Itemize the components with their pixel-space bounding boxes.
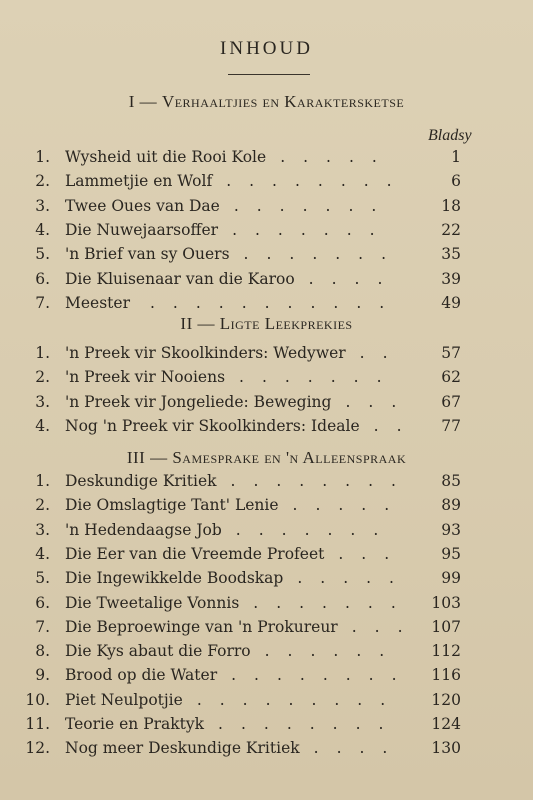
entry-title: Brood op die Water [65, 666, 218, 685]
entry-number: 7. [35, 617, 50, 636]
entry-title: Die Omslagtige Tant' Lenie [65, 496, 279, 515]
section-heading [0, 448, 533, 468]
entry-page-number: 85 [441, 472, 461, 490]
entry-page-number: 35 [441, 245, 461, 264]
entry-number: 1. [35, 148, 50, 166]
page-column-header: Bladsy [428, 127, 472, 144]
dot-leader: ....... [243, 245, 405, 264]
toc-entry [0, 496, 533, 520]
dot-leader: .... [308, 269, 401, 288]
section-numeral: III — [126, 448, 173, 467]
toc-entry [0, 221, 533, 245]
toc-entry [0, 368, 533, 392]
toc-entry [0, 172, 533, 196]
dot-leader: ....... [233, 196, 395, 215]
entry-page-number: 95 [441, 544, 461, 563]
dot-leader: ..... [280, 148, 395, 166]
toc-entry [0, 569, 533, 593]
entry-title: Die Beproewinge van 'n Prokureur [65, 617, 338, 636]
entry-number: 4. [35, 544, 50, 563]
entry-title: Die Tweetalige Vonnis [65, 593, 240, 612]
entry-number: 7. [35, 293, 50, 312]
entry-number: 3. [35, 392, 50, 411]
toc-entry [0, 344, 533, 368]
entry-number: 5. [35, 569, 50, 588]
entry-page-number: 103 [431, 593, 461, 612]
toc-entry [0, 270, 533, 294]
entry-page-number: 57 [441, 344, 461, 362]
section-title: Verhaaltjies en Karaktersketse [161, 92, 405, 111]
entry-title: 'n Preek vir Skoolkinders: Wedywer [65, 344, 346, 362]
entry-page-number: 93 [441, 520, 461, 539]
entry-title: Twee Oues van Dae [65, 196, 220, 215]
entry-number: 2. [35, 172, 50, 191]
section-heading [0, 314, 533, 334]
section-numeral: II — [180, 314, 220, 333]
dot-leader: ...... [264, 642, 403, 661]
entry-page-number: 1 [451, 148, 461, 166]
entry-title: Nog meer Deskundige Kritiek [65, 739, 300, 758]
entry-title: Die Kys abaut die Forro [65, 642, 251, 661]
entry-title: Lammetjie en Wolf [65, 172, 213, 191]
entry-number: 5. [35, 245, 50, 264]
entry-number: 3. [35, 196, 50, 215]
entry-number: 12. [25, 739, 50, 758]
section-numeral: I — [128, 92, 162, 111]
entry-number: 4. [35, 220, 50, 239]
dot-leader: ....... [239, 368, 400, 387]
title-divider [228, 74, 310, 75]
entry-number: 2. [35, 496, 50, 515]
entry-number: 6. [35, 269, 50, 288]
dot-leader: ........ [230, 472, 414, 490]
entry-title: Die Nuwejaarsoffer [65, 220, 219, 239]
toc-entry [0, 618, 533, 642]
entry-page-number: 99 [441, 569, 461, 588]
entry-title: Wysheid uit die Rooi Kole [65, 148, 267, 166]
entry-page-number: 130 [431, 739, 461, 758]
entry-page-number: 6 [451, 172, 461, 191]
entry-number: 8. [35, 642, 50, 661]
toc-entry [0, 594, 533, 618]
toc-entry [0, 691, 533, 715]
entry-title: Die Eer van die Vreemde Profeet [65, 544, 325, 563]
toc-entry [0, 417, 533, 441]
dot-leader: ..... [297, 569, 412, 588]
entry-page-number: 116 [431, 666, 461, 685]
toc-entry [0, 545, 533, 569]
dot-leader: ........ [218, 715, 402, 733]
entry-page-number: 77 [441, 416, 461, 435]
entry-page-number: 49 [441, 293, 461, 312]
dot-leader: .... [313, 739, 406, 758]
entry-number: 2. [35, 368, 50, 387]
dot-leader: .. [359, 344, 406, 362]
section-title: Ligte Leekprekies [219, 314, 353, 333]
toc-entry [0, 393, 533, 417]
dot-leader: ... [345, 392, 415, 411]
entry-title: Teorie en Praktyk [65, 715, 205, 733]
toc-entry [0, 521, 533, 545]
entry-page-number: 107 [431, 617, 461, 636]
dot-leader: ....... [253, 593, 414, 612]
entry-page-number: 18 [441, 196, 461, 215]
dot-leader: ........... [150, 293, 403, 312]
section-heading [0, 92, 533, 112]
page-title: INHOUD [220, 38, 313, 59]
toc-entry [0, 245, 533, 269]
entry-title: 'n Preek vir Nooiens [65, 368, 226, 387]
entry-title: Meester [65, 293, 130, 312]
entry-number: 10. [25, 690, 50, 709]
dot-leader: .. [373, 416, 420, 435]
entry-number: 9. [35, 666, 50, 685]
entry-page-number: 67 [441, 392, 461, 411]
section-title: Samesprake en 'n Alleenspraak [172, 448, 407, 467]
entry-title: 'n Hedendaagse Job [65, 520, 222, 539]
entry-page-number: 124 [431, 715, 461, 733]
toc-entry [0, 642, 533, 666]
entry-title: Deskundige Kritiek [65, 472, 217, 490]
entry-number: 4. [35, 416, 50, 435]
entry-title: 'n Brief van sy Ouers [65, 245, 230, 264]
dot-leader: ..... [292, 496, 408, 515]
entry-number: 11. [25, 715, 50, 733]
dot-leader: ........ [231, 666, 415, 685]
dot-leader: ......... [196, 690, 404, 709]
entry-page-number: 39 [441, 269, 461, 288]
entry-page-number: 89 [441, 496, 461, 515]
toc-entry [0, 197, 533, 221]
toc-entry [0, 715, 533, 739]
toc-entry [0, 739, 533, 763]
entry-number: 3. [35, 520, 50, 539]
entry-title: Piet Neulpotjie [65, 690, 183, 709]
entry-title: Die Ingewikkelde Boodskap [65, 569, 284, 588]
toc-entry [0, 148, 533, 172]
toc-entry [0, 472, 533, 496]
dot-leader: ....... [235, 520, 397, 539]
entry-number: 6. [35, 593, 50, 612]
entry-page-number: 62 [441, 368, 461, 387]
entry-page-number: 120 [431, 690, 461, 709]
dot-leader: ....... [232, 220, 393, 239]
dot-leader: ... [338, 544, 408, 563]
entry-title: Die Kluisenaar van die Karoo [65, 269, 295, 288]
entry-number: 1. [35, 344, 50, 362]
dot-leader: ... [351, 617, 421, 636]
entry-page-number: 22 [441, 220, 461, 239]
toc-entry [0, 666, 533, 690]
entry-title: Nog 'n Preek vir Skoolkinders: Ideale [65, 416, 360, 435]
dot-leader: ........ [226, 172, 410, 191]
entry-title: 'n Preek vir Jongeliede: Beweging [65, 392, 332, 411]
entry-page-number: 112 [431, 642, 461, 661]
entry-number: 1. [35, 472, 50, 490]
